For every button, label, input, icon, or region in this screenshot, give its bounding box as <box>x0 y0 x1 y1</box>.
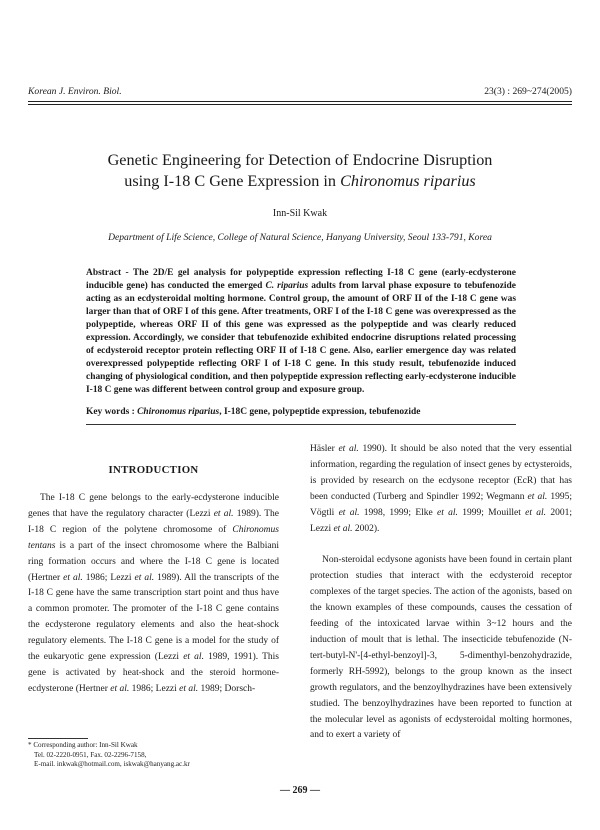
keywords-species: Chironomus riparius <box>137 407 220 417</box>
author-affiliation: Department of Life Science, College of Natural Science, Hanyang University, Seoul 133-791, Korea <box>108 232 492 243</box>
section-heading-introduction: INTRODUCTION <box>108 464 199 476</box>
text-span: 2001; Lezzi <box>310 507 572 534</box>
footnote-line-2: Tel. 02-2220-0951, Fax. 02-2296-7158, <box>34 750 147 759</box>
et-al: et al. <box>333 523 353 534</box>
et-al: et al. <box>338 507 360 518</box>
keywords <box>86 406 516 419</box>
text-span: 1990). It should be also noted that the very essential information, regarding the regulation of insect genes by ectysteroids, is provided by research on the ecdysone receptor (EcR) that has been conducted (Turberg and Spindler 1992; Wegmann <box>310 444 572 502</box>
et-al: et al. <box>183 652 204 663</box>
et-al: et al. <box>338 444 359 454</box>
intro-paragraph-1 <box>28 491 279 698</box>
et-al: et al. <box>437 507 458 518</box>
running-header <box>28 86 572 98</box>
et-al: et al. <box>525 507 547 518</box>
footnote <box>28 741 288 770</box>
text-span: Häsler <box>310 444 339 454</box>
header-rule-top <box>28 101 572 102</box>
intro-paragraph-1-continued <box>310 442 572 537</box>
header-rule-bottom <box>28 104 572 105</box>
text-span: 1989; Dorsch- <box>198 683 256 694</box>
et-al: et al. <box>134 572 155 583</box>
species-name: Chironomus tentans <box>28 524 279 551</box>
author-name: Inn-Sil Kwak <box>272 208 328 219</box>
et-al: et al. <box>179 683 199 694</box>
et-al: et al. <box>110 683 130 694</box>
keywords-rest: , I-18C gene, polypeptide expression, tebufenozide <box>219 407 421 417</box>
text-span: 1989). The I-18 C region of the polytene chromosome of <box>28 508 279 535</box>
title-line-1: Genetic Engineering for Detection of Endocrine Disruption <box>107 151 493 169</box>
text-span: The I-18 C gene belongs to the early-ecdysterone inducible genes that have the regulatory character (Lezzi <box>28 493 279 519</box>
keywords-rule <box>86 424 516 425</box>
paper-title <box>40 150 560 192</box>
intro-paragraph-2: Non-steroidal ecdysone agonists have been found in certain plant protection studies that interact with the ecdysteroid receptor complexes of the target species. The action of the agonists, based on the known examples of these compounds, causes the cessation of feeding of the intoxicated larvae within 3~12 hours and the induction of moult that is lethal. The insecticide tebufenozide (N-tert-butyl-N'-[4-ethyl-benzoyl]-3, 5-dimenthyl-benzohydrazide, formerly RH-5992), belongs to the group known as the insect growth regulators, and the benzoylhydrazines have been extensively studied. The benzoylhydrazines have been reported to function at the molecular level as agonists of ecdysteroidal molting hormones, and to exert a variety of <box>310 555 572 741</box>
et-al: et al. <box>63 572 83 583</box>
left-column <box>28 491 279 698</box>
title-line-2 <box>40 171 560 192</box>
title-species: Chironomus riparius <box>340 172 476 190</box>
text-span: 1998, 1999; Elke <box>359 507 438 518</box>
text-span: 1989). All the transcripts of the I-18 C gene have the same transcription start point and thus have a common promoter. The promoter of the I-18 C gene contains the ecdysterone regulatory elements and also the heat-shock regulatory elements. The I-18 C gene is a model for the study of the eukaryotic gene expression (Lezzi <box>28 572 279 663</box>
et-al: et al. <box>527 491 548 502</box>
abstract <box>86 267 516 397</box>
title-line-2-prefix: using I-18 C Gene Expression in <box>124 172 341 190</box>
text-span: 1995; Vögtli <box>310 491 572 518</box>
footnote-line-3: E-mail. inkwak@hotmail.com, iskwak@hanyang.ac.kr <box>34 760 190 769</box>
journal-name: Korean J. Environ. Biol. <box>28 86 122 97</box>
right-column <box>310 442 572 744</box>
text-span: 1986; Lezzi <box>129 683 180 694</box>
text-span: 2002). <box>352 523 380 534</box>
citation: 23(3) : 269~274(2005) <box>484 86 572 97</box>
page-number: — 269 — <box>280 785 320 796</box>
text-span: 1986; Lezzi <box>82 572 135 583</box>
text-span: 1999; Mouillet <box>457 507 526 518</box>
footnote-line-1: * Corresponding author: Inn-Sil Kwak <box>28 741 138 749</box>
text-span: 1989, 1991). This gene is activated by heat-shock and the steroid hormone-ecdysterone (Hertner <box>28 652 279 694</box>
abstract-rest: adults from larval phase exposure to tebufenozide acting as an ecdysteroidal molting hormone. Control group, the amount of ORF II of the I-18 C gene was larger than that of ORF I of this gene. After treatments, ORF I of the I-18 C gene was overexpressed as the polypeptide, whereas ORF II of this gene was expressed as the polypeptide and was clearly reduced expression. Accordingly, we consider that tebufenozide exhibited endocrine disruptions related processing of ecdysteroid receptor protein reflecting ORF II of I-18 C gene. Also, earlier emergence day was related overexpressed polypeptide reflecting ORF I of I-18 C gene. In this study result, tebufenozide induced changing of physiological condition, and then polypeptide expression reflecting early-ecdysterone inducible I-18 C gene was different between control group and exposure group. <box>86 281 516 395</box>
keywords-label: Key words : <box>86 407 138 417</box>
abstract-species: C. riparius <box>265 281 309 291</box>
abstract-lead: Abstract - The 2D/E gel analysis for polypeptide expression reflecting I-18 C gene (early-ecdysterone inducible gene) has conducted the emerged <box>86 268 516 291</box>
et-al: et al. <box>213 508 234 519</box>
footnote-rule <box>28 738 88 739</box>
text-span: is a part of the insect chromosome where the Balbiani ring formation occurs and where the I-18 C gene is located (Hertner <box>28 540 279 583</box>
